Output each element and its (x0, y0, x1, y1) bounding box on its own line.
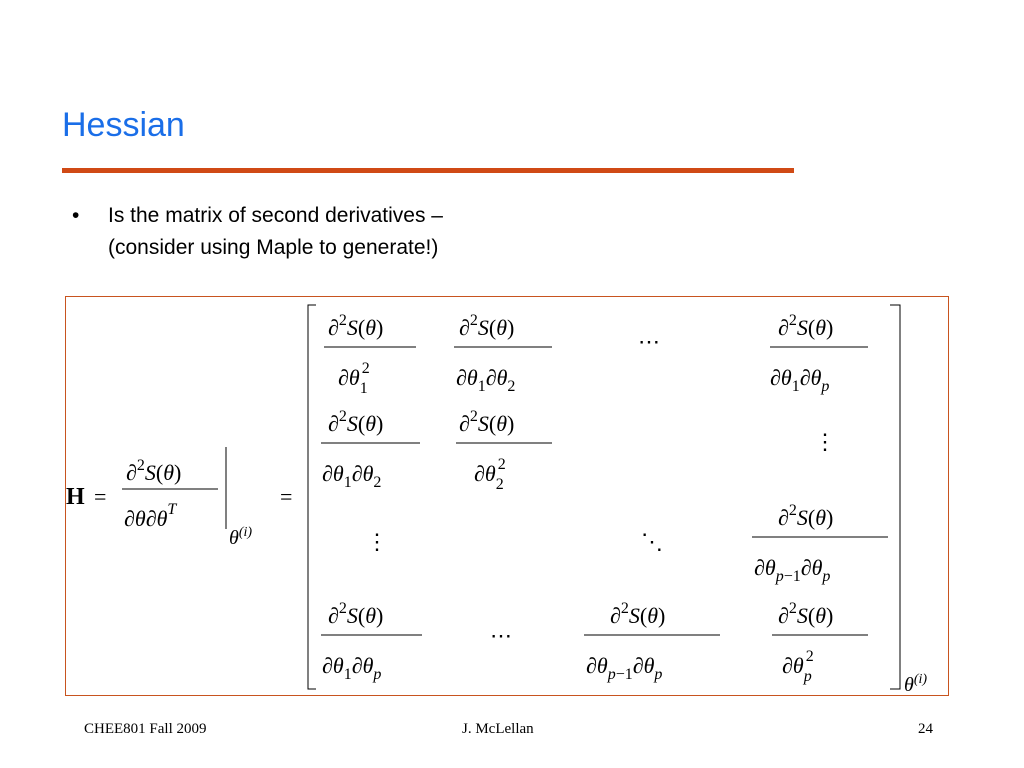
vdots-r2: ⋮ (814, 429, 836, 454)
svg-text:∂θ2p: ∂θ $^2$ p (782, 648, 814, 685)
lhs-fraction (122, 457, 218, 531)
entry-r4c4 (772, 600, 868, 685)
svg-text:∂2S(θ): ∂$^2$S(θ) (328, 408, 384, 436)
svg-text:∂θp−1∂θp: $\partial\theta_p-1\partial\theta_p$ (754, 555, 831, 585)
svg-text:∂2S(θ): ∂$^2$S(θ) (778, 502, 834, 530)
svg-text:∂2S(θ): ∂$^2$S(θ) (328, 312, 384, 340)
right-bracket (890, 305, 900, 689)
svg-text:∂2S(θ): ∂$^2$S(θ) (459, 408, 515, 436)
svg-text:∂θ1∂θp: $\partial\theta_1\partial\theta_p$ (770, 365, 830, 395)
bullet-marker: • (72, 204, 80, 227)
title-underline (62, 168, 794, 173)
svg-text:∂θ∂θT: $\partial\theta\partial\theta^T$ (124, 501, 177, 531)
svg-text:∂θp−1∂θp: $\partial\theta_p-1\partial\theta_p$ (586, 653, 663, 683)
hessian-equation (66, 297, 950, 697)
svg-text:∂θ1∂θp: $\partial\theta_1\partial\theta_p$ (322, 653, 382, 683)
entry-r3c4 (752, 502, 888, 585)
entry-r1c1 (324, 312, 416, 397)
svg-text:∂θ21: ∂θ $^2$ 1 (338, 360, 370, 397)
svg-text:∂2S(θ): ∂$^2$S(θ) (126, 457, 182, 485)
footer-course: CHEE801 Fall 2009 (84, 721, 207, 737)
bullet-line-1: Is the matrix of second derivatives – (108, 204, 443, 227)
entry-r2c1 (321, 408, 420, 491)
vdots-r3: ⋮ (366, 529, 388, 554)
entry-r1c4 (770, 312, 868, 395)
entry-r4c3 (584, 600, 720, 683)
svg-text:∂θ1∂θ2: $\partial\theta_1\partial\theta_2$ (322, 461, 382, 491)
svg-text:∂θ22: ∂θ $^2$ 2 (474, 456, 506, 493)
equals-sign-1: = (94, 484, 107, 509)
left-bracket (308, 305, 316, 689)
entry-r4c1 (321, 600, 422, 683)
entry-r1c2 (454, 312, 552, 395)
footer-author: J. McLellan (462, 721, 534, 737)
svg-text:∂2S(θ): ∂$^2$S(θ) (459, 312, 515, 340)
svg-text:∂θ1∂θ2: $\partial\theta_1\partial\theta_2$ (456, 365, 516, 395)
equals-sign-2: = (280, 484, 293, 509)
matrix-eval-point: $\theta^{(i)}$ (904, 672, 928, 696)
hdots-r4: ⋯ (490, 623, 512, 648)
entry-r2c2 (456, 408, 552, 493)
svg-text:∂2S(θ): ∂$^2$S(θ) (610, 600, 666, 628)
hessian-equation-box (65, 296, 949, 696)
svg-text:∂2S(θ): ∂$^2$S(θ) (778, 600, 834, 628)
slide-title: Hessian (62, 106, 185, 144)
hdots-r1: ⋯ (638, 329, 660, 354)
hessian-symbol: H (66, 484, 85, 510)
ddots-r3: ⋱ (641, 529, 663, 554)
bullet-line-2: (consider using Maple to generate!) (108, 236, 439, 259)
svg-text:∂2S(θ): ∂$^2$S(θ) (328, 600, 384, 628)
eval-point: $\theta^{(i)}$ (229, 525, 253, 549)
svg-text:∂2S(θ): ∂$^2$S(θ) (778, 312, 834, 340)
footer-page-number: 24 (918, 721, 933, 737)
